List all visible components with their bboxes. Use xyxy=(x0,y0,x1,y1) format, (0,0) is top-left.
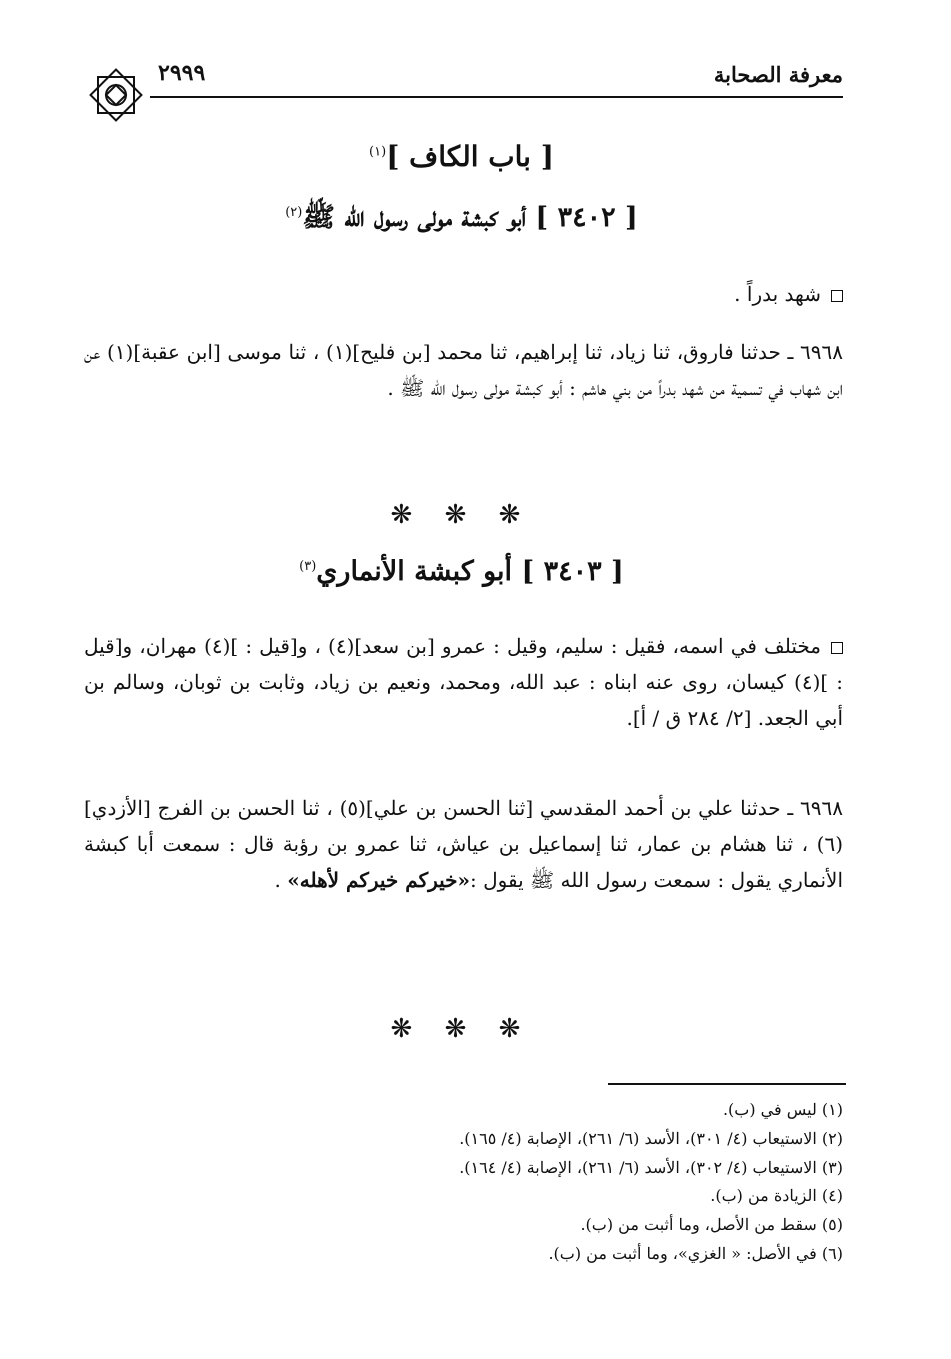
running-header-title: معرفة الصحابة xyxy=(713,62,843,87)
footnote-5: (٥) سقط من الأصل، وما أثبت من (ب). xyxy=(580,1215,843,1235)
paragraph-3-text: مختلف في اسمه، فقيل : سليم، وقيل : عمرو [بن سعد](٤) ، و[قيل : ](٤) مهران، و[قيل : ](٤) كيسان، روى عنه ابناه : عبد الله، ومحمد، ونعيم بن زياد، وثابت بن ثوبان، وسالم بن أبي الجعد. [٢/ ٢٨٤ ق / أ]. xyxy=(84,634,843,730)
chapter-heading xyxy=(80,140,843,173)
paragraph-name-dispute xyxy=(84,628,843,736)
chapter-heading-text: [ باب الكاف ] xyxy=(386,140,554,173)
entry-heading-3403-note: (٣) xyxy=(299,559,317,574)
footnotes xyxy=(300,1096,843,1269)
header-divider xyxy=(150,96,843,98)
hadith-quote: «خيركم خيركم لأهله» xyxy=(287,868,471,892)
entry-heading-3402 xyxy=(80,200,843,240)
section-separator: ❋ ❋ ❋ xyxy=(390,500,533,530)
paragraph-shahida-badran xyxy=(84,276,843,312)
entry-heading-3402-note: (٢) xyxy=(285,205,303,220)
footnote-6: (٦) في الأصل: « الغزي»، وما أثبت من (ب). xyxy=(548,1243,843,1263)
paragraph-hadith-6968-a: ٦٩٦٨ ـ حدثنا فاروق، ثنا زياد، ثنا إبراهيم، ثنا محمد [بن فليح](١) ، ثنا موسى [ابن عقبة](١) عن ابن شهاب في تسمية من شهد بدراً من بني هاشم : أبو كبشة مولى رسول الله ﷺ . xyxy=(84,340,844,400)
footnote-1: (١) ليس في (ب). xyxy=(722,1100,843,1119)
footnote-2: (٢) الاستيعاب (٤/ ٣٠١)، الأسد (٦/ ٢٦١)، الإصابة (٤/ ١٦٥). xyxy=(459,1128,843,1148)
square-bullet-icon xyxy=(831,290,843,302)
entry-heading-3403-text: [ ٣٤٠٣ ] أبو كبشة الأنماري xyxy=(316,556,624,587)
footnote-4: (٤) الزيادة من (ب). xyxy=(710,1186,843,1206)
paragraph-1-text: شهد بدراً . xyxy=(734,282,821,306)
footnote-divider xyxy=(608,1083,846,1085)
square-bullet-icon xyxy=(831,642,843,654)
entry-heading-3403 xyxy=(80,556,843,587)
entry-heading-3402-text: [ ٣٤٠٢ ] أبو كبشة مولى رسول الله ﷺ xyxy=(302,202,638,233)
paragraph-4-text: ٦٩٦٨ ـ حدثنا علي بن أحمد المقدسي [ثنا الحسن بن علي](٥) ، ثنا الحسن بن الفرج [الأزدي](٦) ، ثنا هشام بن عمار، ثنا إسماعيل بن عياش، ثنا عمرو بن رؤبة قال : سمعت أبا كبشة الأنماري يقول : سمعت رسول الله ﷺ يقول : xyxy=(84,796,843,892)
paragraph-hadith-6968-b xyxy=(84,790,843,898)
footnote-3: (٣) الاستيعاب (٤/ ٣٠٢)، الأسد (٦/ ٢٦١)، الإصابة (٤/ ١٦٤). xyxy=(459,1157,843,1177)
octagonal-star-ornament-icon xyxy=(84,63,148,127)
page-number: ٢٩٩٩ xyxy=(158,60,206,86)
section-separator-end: ❋ ❋ ❋ xyxy=(390,1014,533,1044)
paragraph-4-end: . xyxy=(274,868,288,892)
chapter-heading-note: (١) xyxy=(369,144,387,160)
